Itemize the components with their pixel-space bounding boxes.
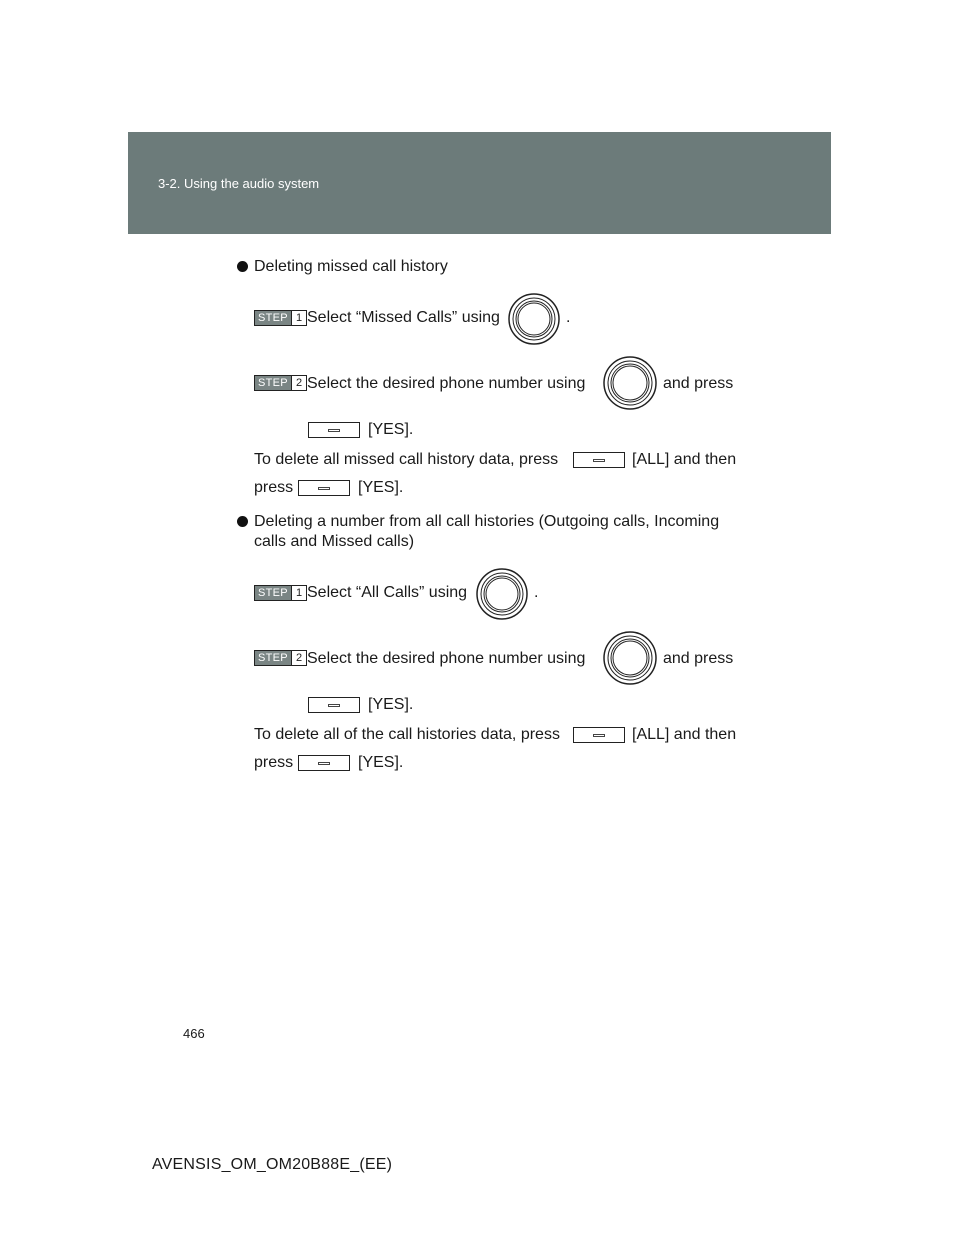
- page-number: 466: [183, 1026, 205, 1041]
- period: .: [566, 309, 571, 326]
- all-label: [ALL] and then: [632, 451, 737, 468]
- and-press-label: and press: [663, 650, 734, 667]
- yes-label: [YES].: [368, 421, 414, 438]
- step-badge-word: STEP: [255, 651, 291, 665]
- step-badge-number: 2: [291, 376, 306, 390]
- yes-label: [YES].: [358, 479, 404, 496]
- yes-label: [YES].: [358, 754, 404, 771]
- step-badge-word: STEP: [255, 586, 291, 600]
- step-text: Select “Missed Calls” using: [307, 309, 500, 326]
- step-badge: [254, 310, 307, 326]
- all-label: [ALL] and then: [632, 726, 737, 743]
- delete-all-text: To delete all of the call histories data, press: [254, 726, 560, 743]
- step-badge: [254, 585, 307, 601]
- press-label: press: [254, 479, 294, 496]
- step-badge-number: 2: [291, 651, 306, 665]
- step-text: Select “All Calls” using: [307, 584, 468, 601]
- step-badge-number: 1: [291, 586, 306, 600]
- soft-button-icon: [308, 422, 360, 438]
- soft-button-icon: [298, 755, 350, 771]
- tune-knob-icon: [603, 356, 657, 410]
- step-badge-number: 1: [291, 311, 306, 325]
- step-text: Select the desired phone number using: [307, 650, 586, 667]
- soft-button-icon: [308, 697, 360, 713]
- section-title-continued: calls and Missed calls): [254, 533, 415, 550]
- step-badge: [254, 650, 307, 666]
- tune-knob-icon: [603, 631, 657, 685]
- soft-button-icon: [298, 480, 350, 496]
- document-code: AVENSIS_OM_OM20B88E_(EE): [152, 1156, 393, 1173]
- bullet-icon: [237, 261, 248, 272]
- and-press-label: and press: [663, 375, 734, 392]
- soft-button-icon: [573, 452, 625, 468]
- soft-button-icon: [573, 727, 625, 743]
- step-badge: [254, 375, 307, 391]
- yes-label: [YES].: [368, 696, 414, 713]
- section-title: Deleting missed call history: [254, 258, 448, 275]
- section-title: Deleting a number from all call histories (Outgoing calls, Incoming: [254, 513, 720, 530]
- bullet-icon: [237, 516, 248, 527]
- delete-all-text: To delete all missed call history data, press: [254, 451, 559, 468]
- tune-knob-icon: [476, 568, 528, 620]
- step-badge-word: STEP: [255, 311, 291, 325]
- section-label: 3-2. Using the audio system: [158, 176, 320, 191]
- step-badge-word: STEP: [255, 376, 291, 390]
- press-label: press: [254, 754, 294, 771]
- period: .: [534, 584, 539, 601]
- tune-knob-icon: [508, 293, 560, 345]
- step-text: Select the desired phone number using: [307, 375, 586, 392]
